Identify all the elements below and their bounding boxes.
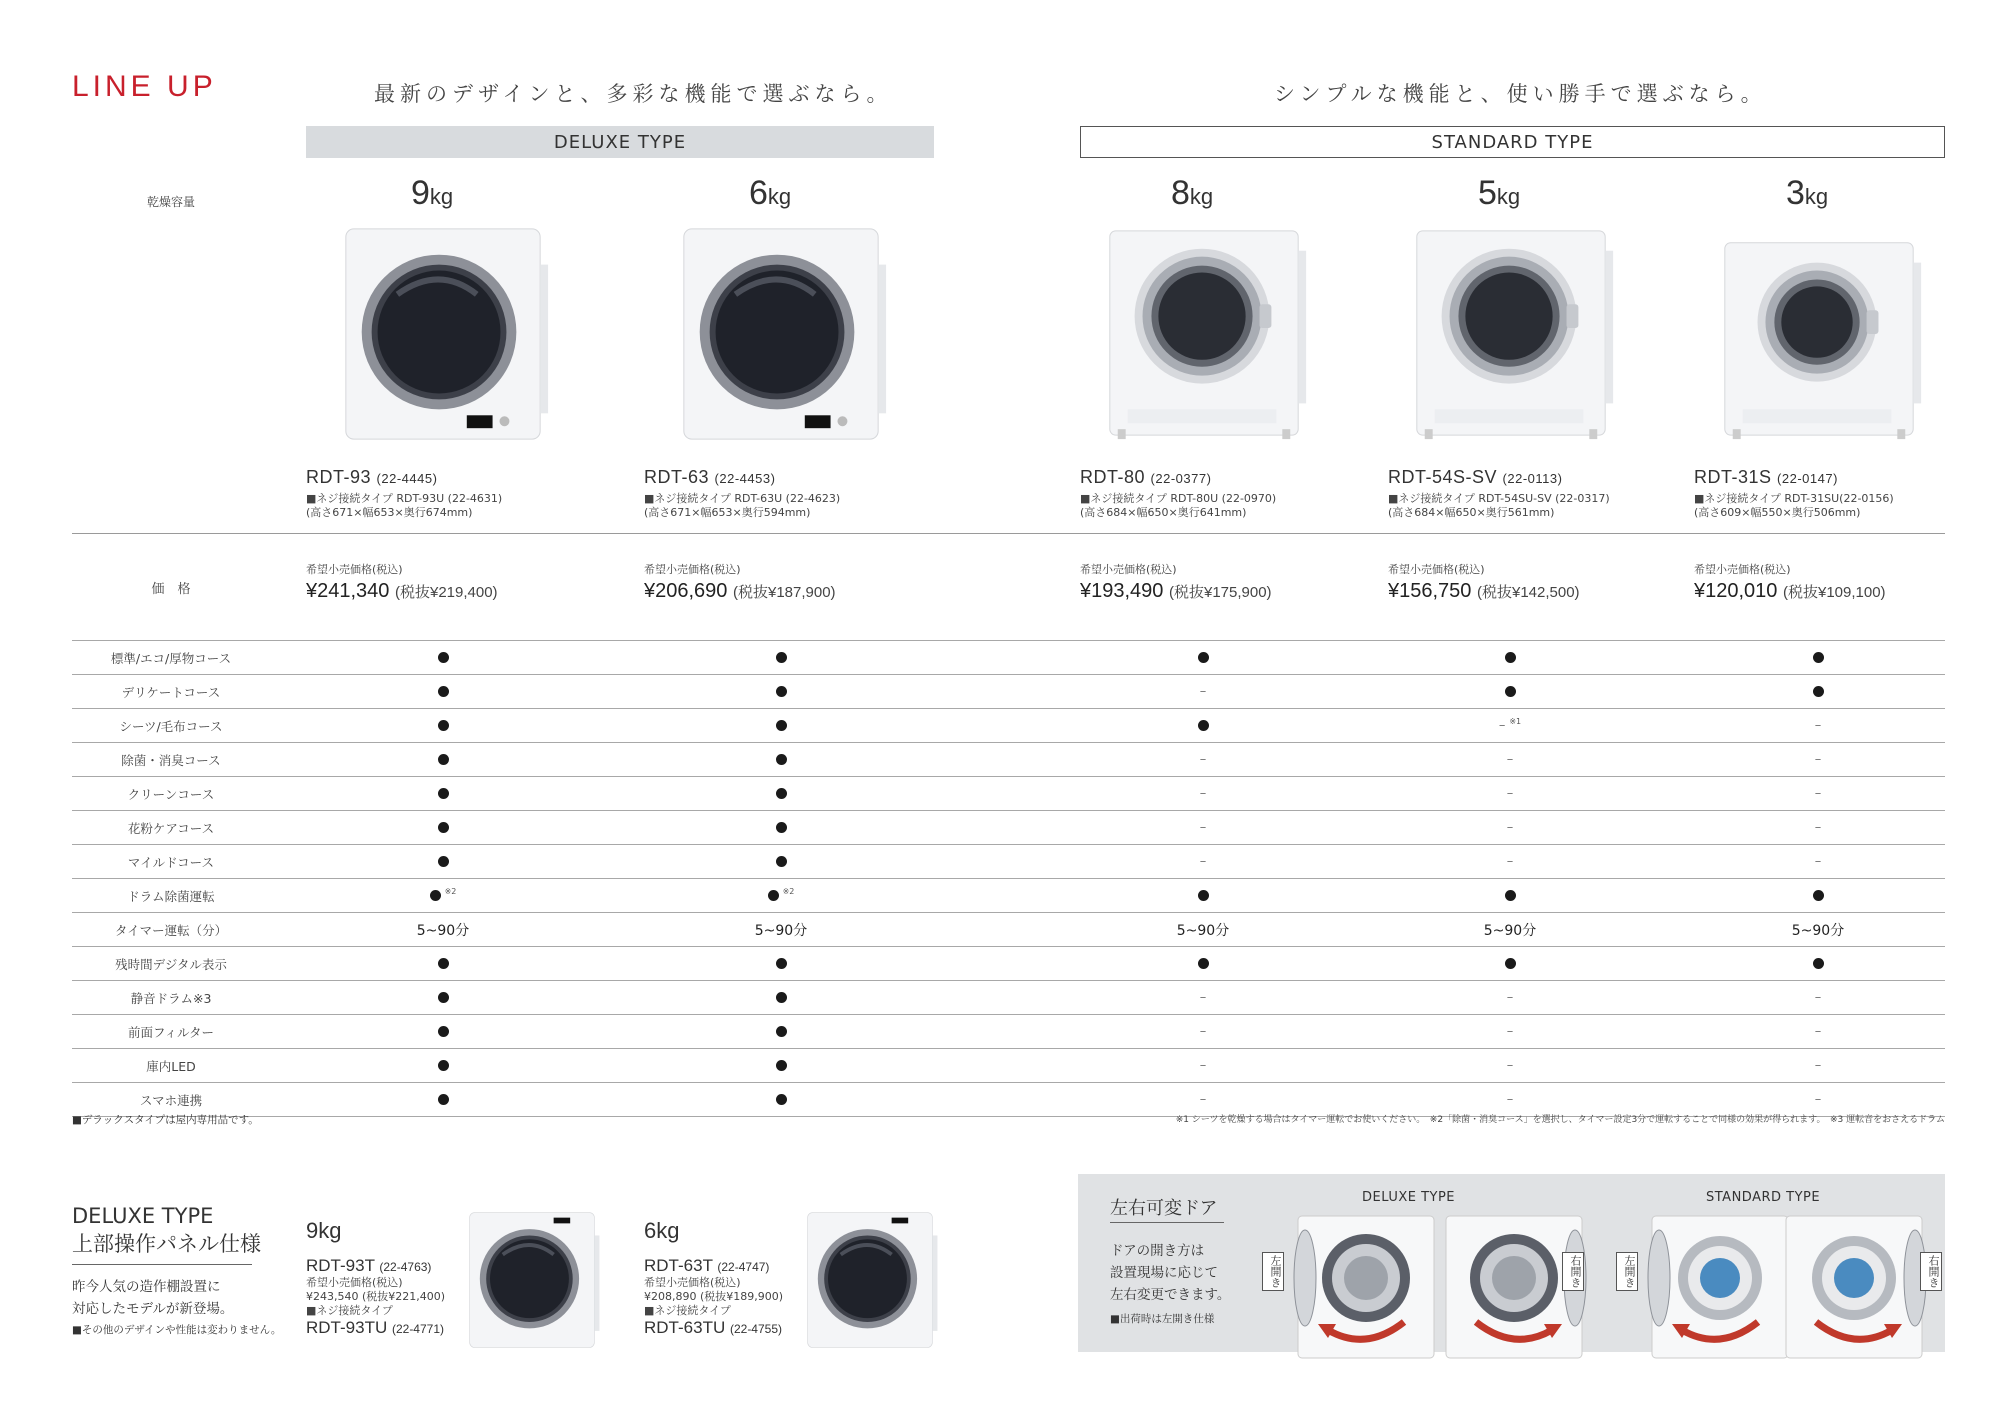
price-value xyxy=(644,580,836,603)
capacity-number: 5 xyxy=(1478,174,1497,212)
model-details xyxy=(1694,492,1894,520)
feature-cell xyxy=(383,675,503,708)
feature-cell xyxy=(721,1049,841,1082)
available-dot xyxy=(438,1026,449,1037)
price-value xyxy=(1388,580,1580,603)
feature-cell xyxy=(721,845,841,878)
available-dot xyxy=(438,754,449,765)
table-row xyxy=(72,776,1945,810)
bottom-title-line2: 上部操作パネル仕様 xyxy=(72,1232,261,1256)
unavailable-dash: – xyxy=(1814,752,1822,767)
price-incl-tax: ¥241,340 xyxy=(306,580,390,602)
table-row xyxy=(72,674,1945,708)
feature-cell xyxy=(1143,811,1263,844)
door-desc-line2: 設置現場に応じて xyxy=(1110,1265,1218,1281)
available-dot xyxy=(776,686,787,697)
bottom-title-line1: DELUXE TYPE xyxy=(72,1204,214,1228)
unavailable-dash: – xyxy=(1199,1058,1207,1073)
feature-cell xyxy=(1758,1049,1878,1082)
door-direction-tag: 左開き xyxy=(1262,1252,1284,1291)
unavailable-dash: – xyxy=(1199,752,1207,767)
feature-cell xyxy=(383,811,503,844)
door-desc-line1: ドアの開き方は xyxy=(1110,1243,1205,1259)
feature-cell xyxy=(1143,845,1263,878)
available-dot xyxy=(776,856,787,867)
standard-tagline: シンプルな機能と、使い勝手で選ぶなら。 xyxy=(1274,82,1767,106)
product-image xyxy=(458,1210,606,1354)
model-info xyxy=(644,1256,783,1338)
dimensions-line: (高さ671×幅653×奥行674mm) xyxy=(306,506,473,519)
feature-cell xyxy=(1143,743,1263,776)
footnote-mark: ※1 xyxy=(1509,717,1522,726)
divider xyxy=(72,533,1945,534)
available-dot xyxy=(1505,890,1516,901)
feature-cell xyxy=(383,777,503,810)
unavailable-dash: – xyxy=(1814,820,1822,835)
feature-cell xyxy=(1143,709,1263,742)
screw-type-line: ■ネジ接続タイプ RDT-80U (22-0970) xyxy=(1080,492,1277,505)
feature-name: 標準/エコ/厚物コース xyxy=(110,650,232,666)
door-direction-tag: 左開き xyxy=(1616,1252,1638,1291)
capacity-value xyxy=(749,174,791,213)
unavailable-dash: – xyxy=(1814,786,1822,801)
available-dot xyxy=(438,992,449,1003)
price-incl-tax: ¥120,010 xyxy=(1694,580,1778,602)
unavailable-dash: – xyxy=(1814,1092,1822,1107)
price-excl-tax: (税抜¥109,100) xyxy=(1782,584,1886,601)
model-code: (22-0147) xyxy=(1777,471,1838,486)
dimensions-line: (高さ671×幅653×奥行594mm) xyxy=(644,506,811,519)
timer-range: 5~90分 xyxy=(1791,922,1845,939)
feature-cell xyxy=(383,743,503,776)
table-row xyxy=(72,912,1945,946)
feature-cell xyxy=(1450,641,1570,674)
model-info xyxy=(306,1256,445,1338)
bottom-description xyxy=(72,1276,233,1320)
available-dot xyxy=(438,1094,449,1105)
available-dot xyxy=(776,720,787,731)
capacity-unit: kg xyxy=(1496,184,1521,209)
table-row xyxy=(72,844,1945,878)
feature-cell xyxy=(1450,811,1570,844)
feature-name: クリーンコース xyxy=(127,786,215,802)
table-row xyxy=(72,980,1945,1014)
capacity-unit: kg xyxy=(429,184,454,209)
unavailable-dash: – xyxy=(1506,1058,1514,1073)
table-row xyxy=(72,640,1945,674)
available-dot xyxy=(438,822,449,833)
feature-cell xyxy=(1450,845,1570,878)
feature-cell xyxy=(383,1083,503,1116)
feature-cell xyxy=(1143,675,1263,708)
model-code: (22-4453) xyxy=(714,471,776,486)
model-name xyxy=(644,1256,783,1276)
door-illustration xyxy=(1288,1212,1444,1366)
door-desc-line3: 左右変更できます。 xyxy=(1110,1287,1231,1303)
table-row xyxy=(72,742,1945,776)
feature-cell xyxy=(383,641,503,674)
model-code: (22-4445) xyxy=(376,471,438,486)
bottom-note: ■その他のデザインや性能は変わりません。 xyxy=(72,1324,282,1336)
model-name xyxy=(1694,467,1838,488)
door-description xyxy=(1110,1240,1230,1306)
footnote-mark: ※2 xyxy=(444,887,457,896)
deluxe-type-bar: DELUXE TYPE xyxy=(306,126,934,158)
capacity-value: 9kg xyxy=(306,1218,342,1243)
model-name xyxy=(306,1256,445,1276)
model-name xyxy=(644,467,775,488)
available-dot xyxy=(1813,686,1824,697)
price-excl-tax: (税抜¥219,400) xyxy=(394,584,498,601)
door-deluxe-label: DELUXE TYPE xyxy=(1362,1190,1456,1205)
capacity-unit: kg xyxy=(1804,184,1829,209)
price-caption: 希望小売価格(税込) xyxy=(1388,563,1485,576)
price-value: ¥243,540 (税抜¥221,400) xyxy=(306,1290,446,1303)
unavailable-dash: – xyxy=(1814,718,1822,733)
feature-cell xyxy=(1450,1015,1570,1048)
feature-name: 庫内LED xyxy=(146,1058,196,1074)
model-details xyxy=(1388,492,1610,520)
model-name-screw xyxy=(306,1318,445,1338)
capacity-number: 6 xyxy=(749,174,768,212)
feature-name: スマホ連携 xyxy=(139,1092,203,1108)
feature-cell xyxy=(1143,981,1263,1014)
model-name xyxy=(306,467,437,488)
product-image xyxy=(1703,224,1933,454)
feature-cell xyxy=(721,743,841,776)
feature-cell xyxy=(1758,947,1878,980)
model-details xyxy=(306,492,502,520)
available-dot xyxy=(1198,958,1209,969)
price-value xyxy=(1080,580,1272,603)
unavailable-dash: – xyxy=(1506,1024,1514,1039)
price-value xyxy=(1694,580,1886,603)
model-number: RDT-80 xyxy=(1080,467,1146,487)
feature-cell xyxy=(721,947,841,980)
feature-cell xyxy=(1143,913,1263,946)
door-illustration xyxy=(1642,1212,1798,1366)
available-dot xyxy=(776,958,787,969)
divider xyxy=(1110,1222,1224,1223)
table-row xyxy=(72,810,1945,844)
page-title: LINE UP xyxy=(72,70,217,103)
unavailable-dash: – xyxy=(1506,990,1514,1005)
feature-cell xyxy=(1450,1049,1570,1082)
model-number: RDT-54S-SV xyxy=(1388,467,1498,487)
feature-cell xyxy=(1143,879,1263,912)
feature-cell xyxy=(383,1015,503,1048)
price-caption: 希望小売価格(税込) xyxy=(1694,563,1791,576)
price-caption: 希望小売価格(税込) xyxy=(644,1276,741,1289)
available-dot xyxy=(776,1026,787,1037)
door-standard-label: STANDARD TYPE xyxy=(1706,1190,1821,1205)
model-code: (22-4747) xyxy=(717,1260,770,1274)
product-image xyxy=(1088,224,1318,454)
capacity-number: 8 xyxy=(1171,174,1190,212)
feature-cell xyxy=(1450,947,1570,980)
price-caption: 希望小売価格(税込) xyxy=(644,563,741,576)
feature-name: デリケートコース xyxy=(121,684,221,700)
feature-cell xyxy=(1143,947,1263,980)
available-dot xyxy=(1813,652,1824,663)
available-dot xyxy=(1813,958,1824,969)
price-excl-tax: (税抜¥142,500) xyxy=(1476,584,1580,601)
model-name xyxy=(1080,467,1211,488)
feature-cell xyxy=(721,675,841,708)
unavailable-dash: – xyxy=(1506,786,1514,801)
product-image xyxy=(666,224,896,454)
model-code: (22-4771) xyxy=(391,1322,444,1336)
capacity-number: 3 xyxy=(1786,174,1805,212)
feature-cell xyxy=(1758,641,1878,674)
unavailable-dash: – xyxy=(1814,854,1822,869)
unavailable-dash: – xyxy=(1199,854,1207,869)
price-incl-tax: ¥193,490 xyxy=(1080,580,1164,602)
available-dot xyxy=(776,992,787,1003)
unavailable-dash: – xyxy=(1506,854,1514,869)
unavailable-dash: – xyxy=(1814,1058,1822,1073)
model-number: RDT-63T xyxy=(644,1256,713,1275)
available-dot xyxy=(438,652,449,663)
available-dot xyxy=(776,1060,787,1071)
feature-cell xyxy=(1758,675,1878,708)
price-excl-tax: (税抜¥175,900) xyxy=(1168,584,1272,601)
feature-name: ドラム除菌運転 xyxy=(127,888,215,904)
feature-cell xyxy=(721,811,841,844)
feature-cell xyxy=(1450,879,1570,912)
capacity-number: 9 xyxy=(411,174,430,212)
model-code: (22-0113) xyxy=(1502,471,1563,486)
feature-cell xyxy=(1143,1015,1263,1048)
available-dot xyxy=(776,754,787,765)
door-direction-tag: 右開き xyxy=(1562,1252,1584,1291)
capacity-value: 6kg xyxy=(644,1218,680,1243)
timer-range: 5~90分 xyxy=(754,922,808,939)
available-dot xyxy=(1505,958,1516,969)
unavailable-dash: – xyxy=(1814,990,1822,1005)
available-dot xyxy=(776,652,787,663)
price-incl-tax: ¥156,750 xyxy=(1388,580,1472,602)
unavailable-dash: – xyxy=(1506,1092,1514,1107)
timer-range: 5~90分 xyxy=(416,922,470,939)
available-dot xyxy=(776,788,787,799)
footnote-mark: ※2 xyxy=(782,887,795,896)
feature-cell xyxy=(721,709,841,742)
table-row xyxy=(72,946,1945,980)
model-code: (22-4755) xyxy=(729,1322,782,1336)
price-incl-tax: ¥206,690 xyxy=(644,580,728,602)
door-title: 左右可変ドア xyxy=(1110,1198,1218,1219)
feature-name: 残時間デジタル表示 xyxy=(115,956,227,972)
model-code: (22-0377) xyxy=(1150,471,1212,486)
feature-cell xyxy=(383,845,503,878)
feature-name: 除菌・消臭コース xyxy=(121,752,221,768)
feature-cell xyxy=(721,879,841,912)
feature-cell xyxy=(721,641,841,674)
screw-type-line: ■ネジ接続タイプ xyxy=(644,1304,731,1317)
available-dot xyxy=(438,720,449,731)
feature-cell xyxy=(383,947,503,980)
unavailable-dash: – xyxy=(1199,684,1207,699)
feature-cell xyxy=(1143,641,1263,674)
feature-cell xyxy=(721,981,841,1014)
door-note: ■出荷時は左開き仕様 xyxy=(1110,1313,1215,1325)
feature-cell xyxy=(383,1049,503,1082)
feature-cell xyxy=(1450,777,1570,810)
model-number: RDT-63 xyxy=(644,467,710,487)
feature-cell xyxy=(1450,743,1570,776)
bottom-desc-line2: 対応したモデルが新登場。 xyxy=(72,1301,234,1317)
product-image xyxy=(796,1210,944,1354)
product-image xyxy=(328,224,558,454)
screw-type-line: ■ネジ接続タイプ xyxy=(306,1304,393,1317)
feature-cell xyxy=(1450,913,1570,946)
available-dot xyxy=(768,890,779,901)
available-dot xyxy=(438,788,449,799)
capacity-unit: kg xyxy=(1189,184,1214,209)
feature-cell xyxy=(721,777,841,810)
unavailable-dash: – xyxy=(1199,820,1207,835)
feature-cell xyxy=(1143,1049,1263,1082)
unavailable-dash: – xyxy=(1814,1024,1822,1039)
unavailable-dash: – xyxy=(1199,786,1207,801)
available-dot xyxy=(1505,686,1516,697)
standard-type-bar: STANDARD TYPE xyxy=(1080,126,1945,158)
feature-cell xyxy=(721,1083,841,1116)
screw-type-line: ■ネジ接続タイプ RDT-31SU(22-0156) xyxy=(1694,492,1894,505)
screw-type-line: ■ネジ接続タイプ RDT-54SU-SV (22-0317) xyxy=(1388,492,1610,505)
model-details xyxy=(644,492,840,520)
model-number: RDT-63TU xyxy=(644,1318,726,1337)
feature-cell xyxy=(1143,777,1263,810)
feature-name: マイルドコース xyxy=(127,854,215,870)
feature-name: シーツ/毛布コース xyxy=(119,718,223,734)
dimensions-line: (高さ609×幅550×奥行506mm) xyxy=(1694,506,1861,519)
feature-table xyxy=(72,640,1945,1117)
deluxe-tagline: 最新のデザインと、多彩な機能で選ぶなら。 xyxy=(374,82,893,106)
capacity-value xyxy=(1786,174,1828,213)
available-dot xyxy=(776,822,787,833)
available-dot xyxy=(438,1060,449,1071)
table-row xyxy=(72,1014,1945,1048)
available-dot xyxy=(1198,652,1209,663)
feature-cell xyxy=(1758,845,1878,878)
price-label: 価 格 xyxy=(151,582,191,597)
model-number: RDT-93T xyxy=(306,1256,375,1275)
product-image xyxy=(1395,224,1625,454)
bottom-title xyxy=(72,1202,261,1258)
footnote-right: ※1 シーツを乾燥する場合はタイマー運転でお使いください。 ※2「除菌・消臭コース」を選択し、タイマー設定3分で運転することで同様の効果が得られます。 ※3 運転音をおさえるドラム xyxy=(1175,1115,1945,1125)
price-caption: 希望小売価格(税込) xyxy=(306,563,403,576)
feature-name: 静音ドラム※3 xyxy=(130,990,212,1006)
divider xyxy=(72,1264,252,1265)
unavailable-dash: – xyxy=(1199,1024,1207,1039)
model-code: (22-4763) xyxy=(379,1260,432,1274)
model-details xyxy=(1080,492,1276,520)
price-caption: 希望小売価格(税込) xyxy=(1080,563,1177,576)
feature-cell xyxy=(1758,981,1878,1014)
feature-cell xyxy=(1758,879,1878,912)
feature-cell xyxy=(1758,743,1878,776)
feature-name: 前面フィルター xyxy=(127,1024,214,1040)
dimensions-line: (高さ684×幅650×奥行641mm) xyxy=(1080,506,1247,519)
model-number: RDT-93TU xyxy=(306,1318,388,1337)
feature-cell xyxy=(1758,709,1878,742)
unavailable-dash: – xyxy=(1506,820,1514,835)
feature-cell xyxy=(1758,913,1878,946)
timer-range: 5~90分 xyxy=(1483,922,1537,939)
capacity-label: 乾燥容量 xyxy=(146,195,195,209)
capacity-value xyxy=(1478,174,1520,213)
feature-cell xyxy=(721,1015,841,1048)
feature-cell xyxy=(383,709,503,742)
door-direction-tag: 右開き xyxy=(1920,1252,1942,1291)
screw-type-line: ■ネジ接続タイプ RDT-63U (22-4623) xyxy=(644,492,841,505)
bottom-desc-line1: 昨今人気の造作棚設置に xyxy=(72,1279,221,1295)
capacity-unit: kg xyxy=(767,184,792,209)
available-dot xyxy=(1813,890,1824,901)
model-number: RDT-93 xyxy=(306,467,372,487)
feature-cell xyxy=(1450,981,1570,1014)
model-name-screw xyxy=(644,1318,783,1338)
feature-cell xyxy=(1758,811,1878,844)
door-illustration xyxy=(1776,1212,1932,1366)
available-dot xyxy=(438,856,449,867)
feature-cell xyxy=(1450,675,1570,708)
available-dot xyxy=(776,1094,787,1105)
unavailable-dash: – xyxy=(1498,718,1506,733)
feature-cell xyxy=(1758,1015,1878,1048)
feature-name: 花粉ケアコース xyxy=(127,820,215,836)
price-excl-tax: (税抜¥187,900) xyxy=(732,584,836,601)
footnote-left: ■デラックスタイプは屋内専用品です。 xyxy=(72,1114,259,1126)
table-row xyxy=(72,878,1945,912)
timer-range: 5~90分 xyxy=(1176,922,1230,939)
price-value: ¥208,890 (税抜¥189,900) xyxy=(644,1290,784,1303)
unavailable-dash: – xyxy=(1199,1092,1207,1107)
model-number: RDT-31S xyxy=(1694,467,1772,487)
available-dot xyxy=(1198,890,1209,901)
feature-cell xyxy=(383,981,503,1014)
price-value xyxy=(306,580,498,603)
table-row xyxy=(72,708,1945,742)
unavailable-dash: – xyxy=(1506,752,1514,767)
available-dot xyxy=(1505,652,1516,663)
feature-name: タイマー運転（分） xyxy=(114,922,228,938)
model-name xyxy=(1388,467,1562,488)
available-dot xyxy=(430,890,441,901)
capacity-value xyxy=(1171,174,1213,213)
feature-cell xyxy=(1450,709,1570,742)
screw-type-line: ■ネジ接続タイプ RDT-93U (22-4631) xyxy=(306,492,503,505)
available-dot xyxy=(1198,720,1209,731)
feature-cell xyxy=(1758,777,1878,810)
available-dot xyxy=(438,958,449,969)
feature-cell xyxy=(383,879,503,912)
unavailable-dash: – xyxy=(1199,990,1207,1005)
feature-cell xyxy=(383,913,503,946)
dimensions-line: (高さ684×幅650×奥行561mm) xyxy=(1388,506,1555,519)
table-row xyxy=(72,1048,1945,1082)
capacity-value xyxy=(411,174,453,213)
feature-cell xyxy=(721,913,841,946)
price-caption: 希望小売価格(税込) xyxy=(306,1276,403,1289)
available-dot xyxy=(438,686,449,697)
